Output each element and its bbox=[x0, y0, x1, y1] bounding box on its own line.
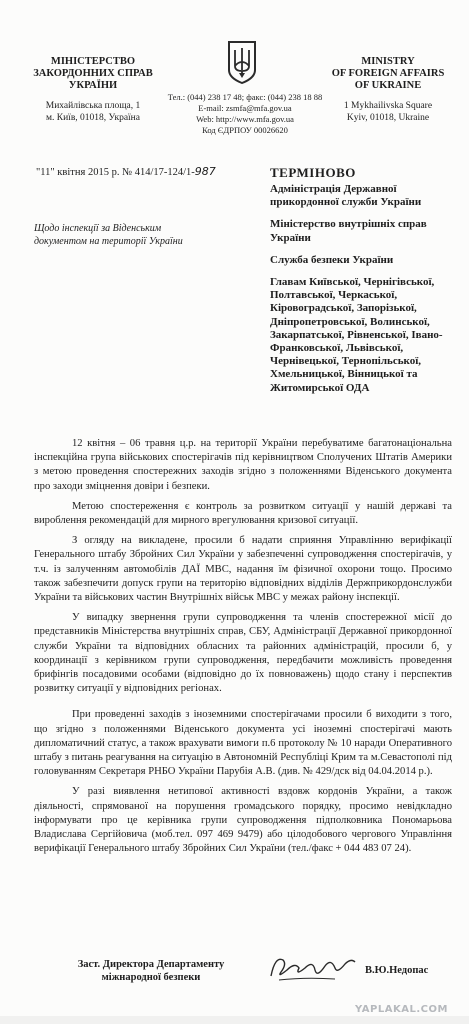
body-paragraph: При проведенні заходів з іноземними спостерігачами просили б виходити з того, що згідно з положеннями Віденського документа усі іноземні спостерігачі мають дипломатичний статус, а також врахувати вимоги п.6 протоколу № 10 наради Оперативного штабу з питань реагування на ситуацію в Автономній Республіці Крим та м.Севастополі під головуванням Секретаря РНБО України Парубія А.В. (див. № 429/дск від 04.04.2014 р.). bbox=[34, 709, 452, 778]
en-ministry-title: MINISTRY OF FOREIGN AFFAIRS OF UKRAINE bbox=[331, 56, 445, 91]
en-ministry-address: 1 Mykhailivska Square Kyiv, 01018, Ukraine bbox=[343, 101, 433, 123]
reference-date-number: "11" квітня 2015 р. № 414/17-124/1- bbox=[36, 167, 195, 178]
body-paragraph: У випадку звернення групи супроводження та членів спостережної місії до представників Міністерства внутрішніх справ, СБУ, Адміністрації Державної прикордонної служби України та відповідних обласних та районних адміністрацій, просили б, у координації з керівником групи супроводження, передбачити можливість проведення брифінгів посадовими особами (відповідно до їх повноважень) щодо стану і перспектив розвитку ситуації у відповідних регіонах. bbox=[34, 612, 452, 695]
addressee: Служба безпеки України bbox=[270, 253, 394, 266]
addressee: Адміністрація Державної прикордонної служби України bbox=[270, 183, 422, 209]
addressee: Главам Київської, Чернігівської, Полтавської, Черкаської, Кіровоградської, Запорізької, Дніпропетровської, Волинської, Закарпатської, Рівненської, Івано-Франковської, Львівської, Чернівецької, Тернопільської, Хмельницької, Вінницької та Житомирської ОДА bbox=[270, 276, 443, 394]
body-paragraph: У разі виявлення нетипової активності вздовж кордонів України, а також діяльності, спрямованої на порушення громадського порядку, просимо невідкладно інформувати про це керівника групи супроводження підполковника Пономарьова Владислава Сергійовича (моб.тел. 097 469 9479) або цілодобового чергового Управління верифікації Генерального штабу Збройних Сил України (тел./факс + 044 483 07 24). bbox=[34, 786, 452, 855]
urgent-label: ТЕРМІНОВО bbox=[270, 165, 356, 180]
signatory-name: В.Ю.Недопас bbox=[365, 965, 429, 976]
letter-body bbox=[34, 437, 452, 862]
trident-icon bbox=[226, 40, 258, 84]
body-paragraph: Метою спостереження є контроль за розвитком ситуації у нашій державі та вироблення рекомендацій для мирного врегулювання кризової ситуації. bbox=[34, 500, 452, 527]
handwritten-signature-icon bbox=[265, 950, 360, 986]
ministry-contacts: Тел.: (044) 238 17 48; факс: (044) 238 18 88 E-mail: zsmfa@mfa.gov.ua Web: http://www.mfa.gov.ua Код ЄДРПОУ 00026620 bbox=[167, 92, 323, 135]
page-bottom-strip bbox=[0, 1016, 469, 1024]
reference-line bbox=[36, 165, 216, 178]
ua-ministry-address: Михайлівська площа, 1 м. Київ, 01018, Україна bbox=[45, 101, 141, 123]
body-paragraph: З огляду на викладене, просили б надати сприяння Управлінню верифікації Генерального штабу Збройних Сил України у забезпеченні супроводження спостерігачів, у т.ч. із залученням автомобілів ДАЇ МВС, надання їм фізичної охорони тощо. Просимо також забезпечити допуск групи на територію відповідних відділів Держприкордонслужби України та військових частин Внутрішніх військ МВС у межах району інспекції. bbox=[34, 535, 452, 604]
letter-subject: Щодо інспекції за Віденським документом на території України bbox=[34, 223, 183, 247]
addressee: Міністерство внутрішніх справ України bbox=[270, 218, 427, 244]
handwritten-number: 987 bbox=[194, 165, 216, 178]
signatory-title: Заст. Директора Департаменту міжнародної безпеки bbox=[77, 959, 225, 983]
body-paragraph: 12 квітня – 06 травня ц.р. на території України перебуватиме багатонаціональна інспекційна група військових спостерігачів під керівництвом Сполучених Штатів Америки з метою проведення спостережних заходів згідно з положеннями Віденського документа про заходи зміцнення довіри і безпеки. bbox=[34, 438, 452, 492]
site-watermark: YAPLAKAL.COM bbox=[355, 1004, 448, 1015]
ua-ministry-title: МІНІСТЕРСТВО ЗАКОРДОННИХ СПРАВ УКРАЇНИ bbox=[33, 56, 153, 91]
addressee-list bbox=[270, 183, 466, 404]
